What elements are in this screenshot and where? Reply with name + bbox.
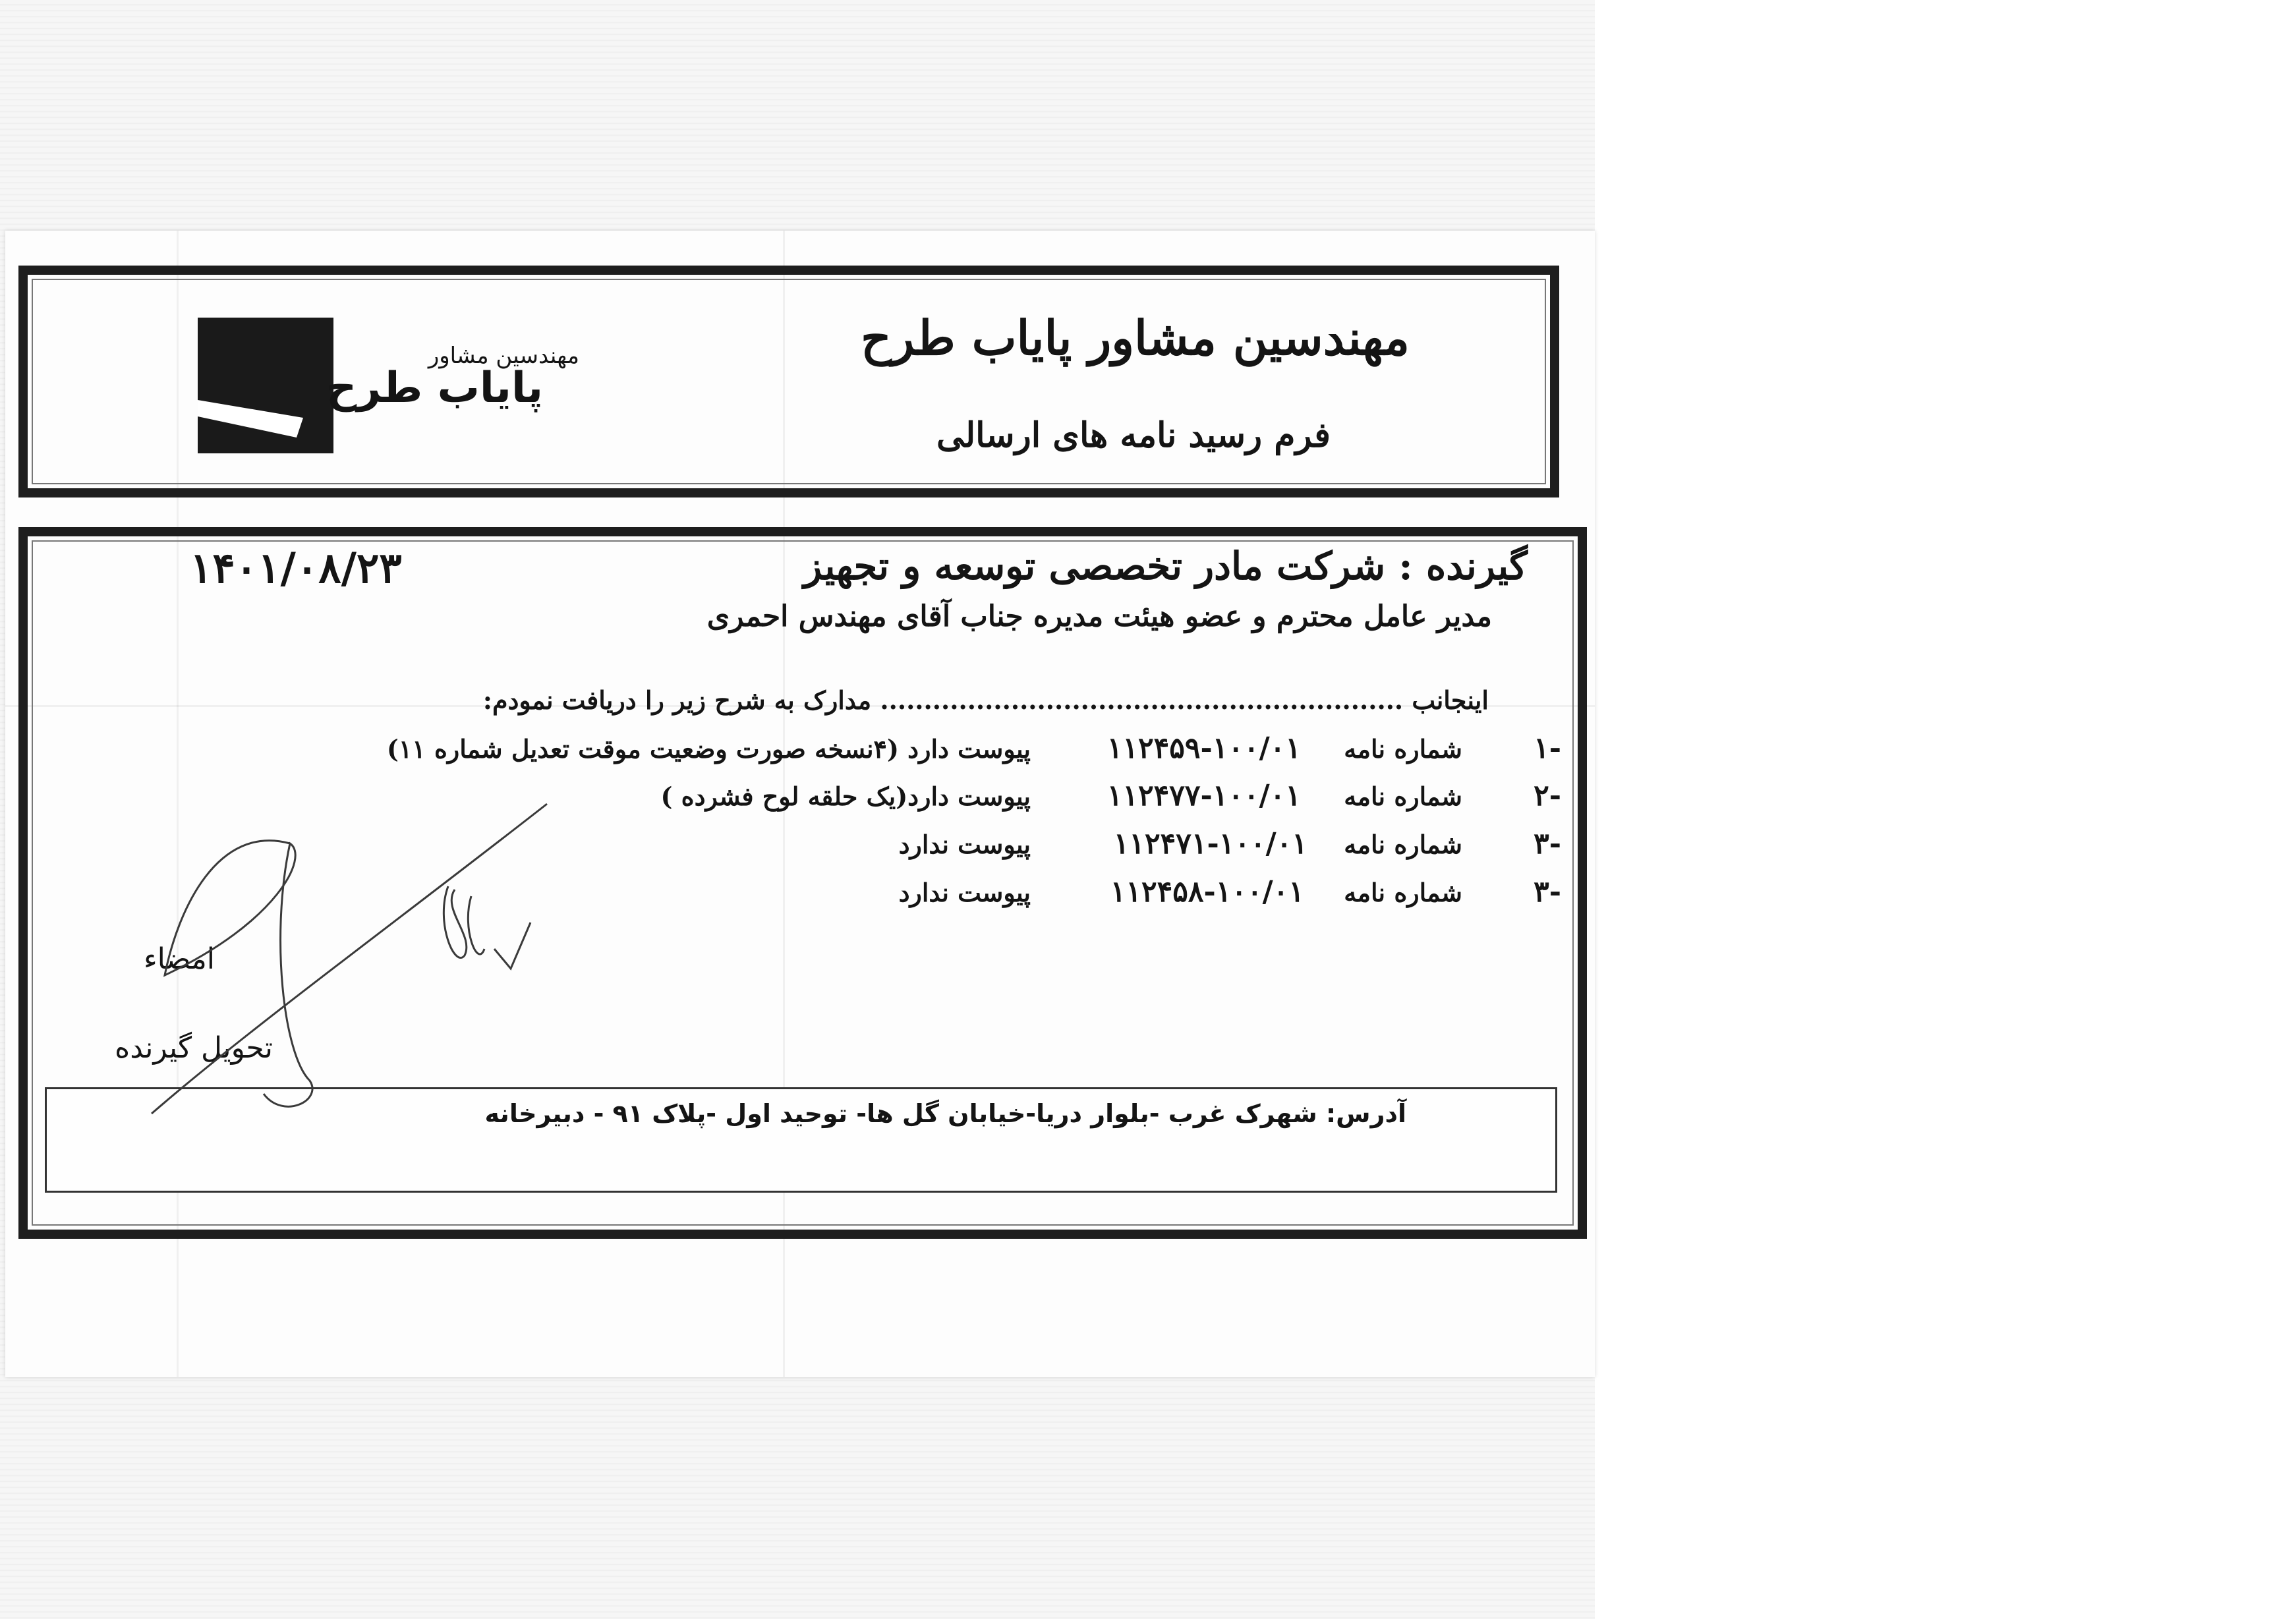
letter-number: ۱۱۲۴۵۸-۱۰۰/۰۱	[1110, 875, 1304, 909]
item-number: -۳	[1534, 827, 1561, 861]
logo-wordmark: پایاب طرح	[326, 364, 543, 412]
attachment-status: پیوست ندارد	[898, 830, 1031, 859]
company-logo-icon	[198, 318, 333, 453]
signature-label: امضاء	[143, 942, 215, 976]
item-number: -۱	[1534, 731, 1561, 765]
item-label: شماره نامه	[1344, 830, 1462, 859]
company-title: مهندسین مشاور پایاب طرح	[861, 310, 1410, 366]
receipt-statement: اینجانب ............................................................ مدارک به شرح زیر را دریافت نمودم:	[482, 685, 1489, 715]
attachment-status: پیوست دارد(یک حلقه لوح فشرده )	[660, 781, 1031, 811]
recipient-title: مدیر عامل محترم و عضو هیئت مدیره جناب آقای مهندس احمری	[706, 600, 1492, 633]
letter-number: ۱۱۲۴۷۷-۱۰۰/۰۱	[1106, 779, 1301, 812]
attachment-status: پیوست ندارد	[898, 878, 1031, 907]
item-label: شماره نامه	[1344, 878, 1462, 907]
receiver-label: تحویل گیرنده	[115, 1031, 273, 1065]
form-title: فرم رسید نامه های ارسالی	[936, 415, 1331, 455]
recipient-name: گیرنده : شرکت مادر تخصصی توسعه و تجهیز	[803, 544, 1528, 588]
item-label: شماره نامه	[1344, 734, 1462, 764]
item-label: شماره نامه	[1344, 781, 1462, 811]
receipt-date: ۱۴۰۱/۰۸/۲۳	[190, 544, 402, 593]
item-number: -۲	[1534, 779, 1561, 812]
item-number: -۳	[1534, 875, 1561, 909]
logo-subtitle: مهندسین مشاور	[428, 343, 579, 369]
letter-number: ۱۱۲۴۷۱-۱۰۰/۰۱	[1113, 827, 1307, 861]
address-text: آدرس: شهرک غرب -بلوار دریا-خیابان گل ها- توحید اول -پلاک ۹۱ - دبیرخانه	[484, 1099, 1406, 1128]
letter-number: ۱۱۲۴۵۹-۱۰۰/۰۱	[1106, 731, 1301, 765]
attachment-status: پیوست دارد (۴نسخه صورت وضعیت موقت تعدیل شماره ۱۱)	[386, 734, 1031, 764]
